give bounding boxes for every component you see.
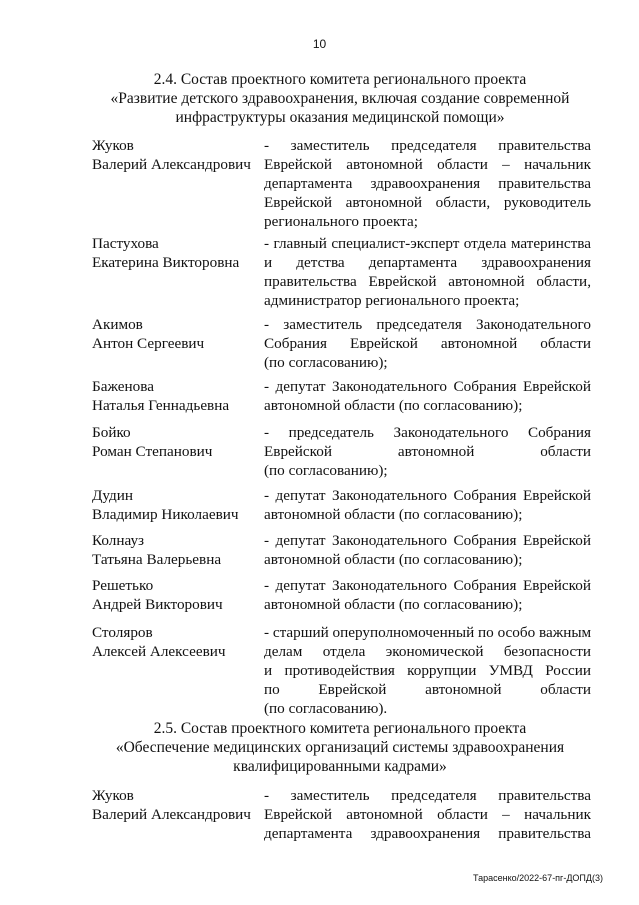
member-given-name: Екатерина Викторовна: [92, 254, 240, 271]
page-number: 10: [312, 37, 327, 51]
member-surname: Баженова: [92, 378, 154, 395]
heading-line: 2.5. Состав проектного комитета регионального проекта: [153, 720, 527, 737]
role-line: - депутат Законодательного Собрания Еврейской: [264, 532, 591, 549]
document-footer-code: Тарасенко/2022-67-пг-ДОПД(3): [473, 873, 603, 883]
member-given-name: Андрей Викторович: [92, 596, 223, 613]
member-role: [264, 423, 591, 480]
member-surname: Акимов: [92, 316, 143, 333]
member-given-name: Наталья Геннадьевна: [92, 397, 230, 414]
member-name: [92, 423, 264, 461]
member-given-name: Валерий Александрович: [92, 806, 251, 823]
member-given-name: Алексей Алексеевич: [92, 643, 226, 660]
role-line: автономной области (по согласованию);: [264, 506, 523, 523]
role-line: (по согласованию).: [264, 700, 388, 717]
role-line: департамента здравоохранения правительства: [264, 175, 591, 192]
role-line: Еврейской автономной области: [264, 443, 591, 460]
member-name: [92, 234, 264, 272]
role-line: Еврейской автономной области – начальник: [264, 156, 591, 173]
heading-line: квалифицированными кадрами»: [233, 758, 447, 775]
member-name: [92, 486, 264, 524]
role-line: администратор регионального проекта;: [264, 292, 520, 309]
role-line: - заместитель председателя Законодательного: [264, 316, 591, 333]
member-surname: Столяров: [92, 624, 153, 641]
role-line: департамента здравоохранения правительства: [264, 825, 591, 842]
member-surname: Пастухова: [92, 235, 159, 252]
role-line: (по согласованию);: [264, 354, 388, 371]
role-line: - заместитель председателя правительства: [264, 787, 591, 804]
member-name: [92, 786, 264, 824]
member-surname: Дудин: [92, 487, 133, 504]
member-surname: Решетько: [92, 577, 154, 594]
role-line: - депутат Законодательного Собрания Еврейской: [264, 487, 591, 504]
role-line: по Еврейской автономной области: [264, 681, 591, 698]
member-name: [92, 136, 264, 174]
member-role: [264, 531, 591, 569]
member-role: [264, 377, 591, 415]
member-surname: Жуков: [92, 787, 134, 804]
role-line: автономной области (по согласованию);: [264, 397, 523, 414]
role-line: (по согласованию);: [264, 462, 388, 479]
member-surname: Колнауз: [92, 532, 145, 549]
member-role: [264, 136, 591, 231]
member-role: [264, 623, 591, 718]
member-name: [92, 315, 264, 353]
member-given-name: Роман Степанович: [92, 443, 213, 460]
member-given-name: Владимир Николаевич: [92, 506, 239, 523]
heading-line: 2.4. Состав проектного комитета регионального проекта: [153, 71, 527, 88]
role-line: - старший оперуполномоченный по особо важным: [264, 624, 591, 641]
role-line: - депутат Законодательного Собрания Еврейской: [264, 577, 591, 594]
role-line: и детства департамента здравоохранения: [264, 254, 591, 271]
member-name: [92, 623, 264, 661]
role-line: - депутат Законодательного Собрания Еврейской: [264, 378, 591, 395]
member-role: [264, 786, 591, 843]
member-surname: Бойко: [92, 424, 131, 441]
role-line: Еврейской автономной области, руководитель: [264, 194, 591, 211]
role-line: регионального проекта;: [264, 213, 418, 230]
member-role: [264, 486, 591, 524]
member-name: [92, 377, 264, 415]
member-role: [264, 576, 591, 614]
heading-line: «Обеспечение медицинских организаций системы здравоохранения: [115, 739, 565, 756]
member-role: [264, 315, 591, 372]
role-line: Еврейской автономной области – начальник: [264, 806, 591, 823]
member-given-name: Татьяна Валерьевна: [92, 551, 222, 568]
role-line: и противодействия коррупции УМВД России: [264, 662, 591, 679]
role-line: автономной области (по согласованию);: [264, 596, 523, 613]
member-name: [92, 531, 264, 569]
role-line: делам отдела экономической безопасности: [264, 643, 591, 660]
role-line: - председатель Законодательного Собрания: [264, 424, 591, 441]
role-line: автономной области (по согласованию);: [264, 551, 523, 568]
member-role: [264, 234, 591, 310]
member-given-name: Антон Сергеевич: [92, 335, 205, 352]
heading-line: «Развитие детского здравоохранения, включая создание современной: [110, 90, 570, 107]
heading-line: инфраструктуры оказания медицинской помощи»: [175, 109, 505, 126]
role-line: правительства Еврейской автономной области,: [264, 273, 591, 290]
member-given-name: Валерий Александрович: [92, 156, 251, 173]
member-surname: Жуков: [92, 137, 134, 154]
member-name: [92, 576, 264, 614]
role-line: Собрания Еврейской автономной области: [264, 335, 591, 352]
role-line: - главный специалист-эксперт отдела материнства: [264, 235, 591, 252]
role-line: - заместитель председателя правительства: [264, 137, 591, 154]
section-heading-2-4: [90, 70, 590, 127]
section-heading-2-5: [90, 719, 590, 776]
